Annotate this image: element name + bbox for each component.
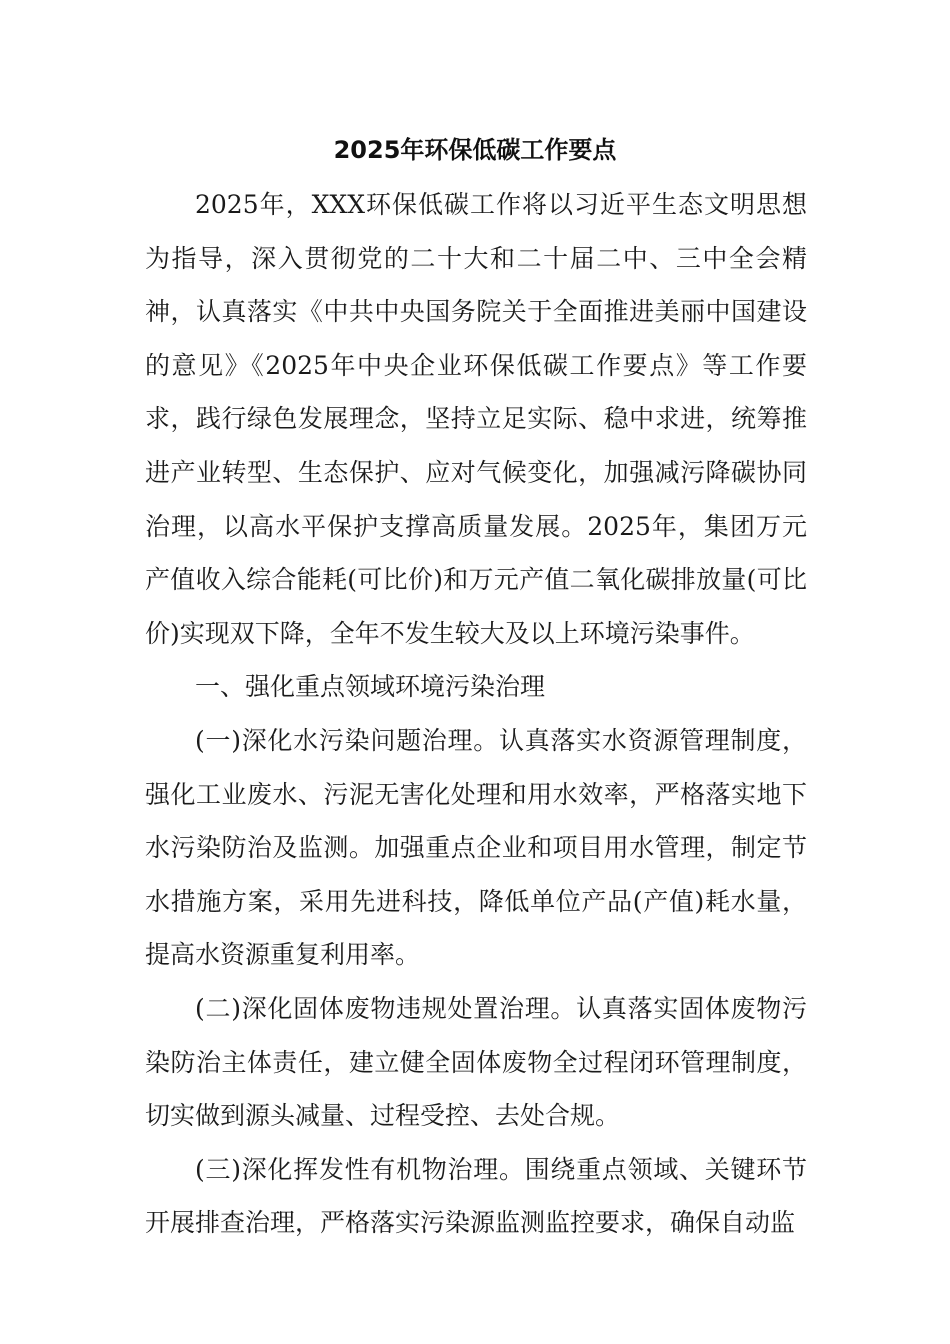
page-title: 2025年环保低碳工作要点	[333, 136, 617, 164]
paragraph-voc: (三)深化挥发性有机物治理。围绕重点领域、关键环节开展排查治理，严格落实污染源监测监控要求，确保自动监	[145, 1154, 807, 1238]
paragraph-solid-waste: (二)深化固体废物违规处置治理。认真落实固体废物污染防治主体责任，建立健全固体废物全过程闭环管理制度，切实做到源头减量、过程受控、去处合规。	[145, 993, 807, 1131]
document-body	[145, 178, 807, 1250]
paragraph-water-pollution: (一)深化水污染问题治理。认真落实水资源管理制度，强化工业废水、污泥无害化处理和用水效率，严格落实地下水污染防治及监测。加强重点企业和项目用水管理，制定节水措施方案，采用先进科技，降低单位产品(产值)耗水量，提高水资源重复利用率。	[145, 725, 807, 970]
section-heading-1: 一、强化重点领域环境污染治理	[195, 672, 546, 702]
intro-paragraph: 2025年，XXX环保低碳工作将以习近平生态文明思想为指导，深入贯彻党的二十大和二十届二中、三中全会精神，认真落实《中共中央国务院关于全面推进美丽中国建设的意见》《2025年中央企业环保低碳工作要点》等工作要求，践行绿色发展理念，坚持立足实际、稳中求进，统筹推进产业转型、生态保护、应对气候变化，加强减污降碳协同治理，以高水平保护支撑高质量发展。2025年，集团万元产值收入综合能耗(可比价)和万元产值二氧化碳排放量(可比价)实现双下降，全年不发生较大及以上环境污染事件。	[145, 190, 807, 648]
